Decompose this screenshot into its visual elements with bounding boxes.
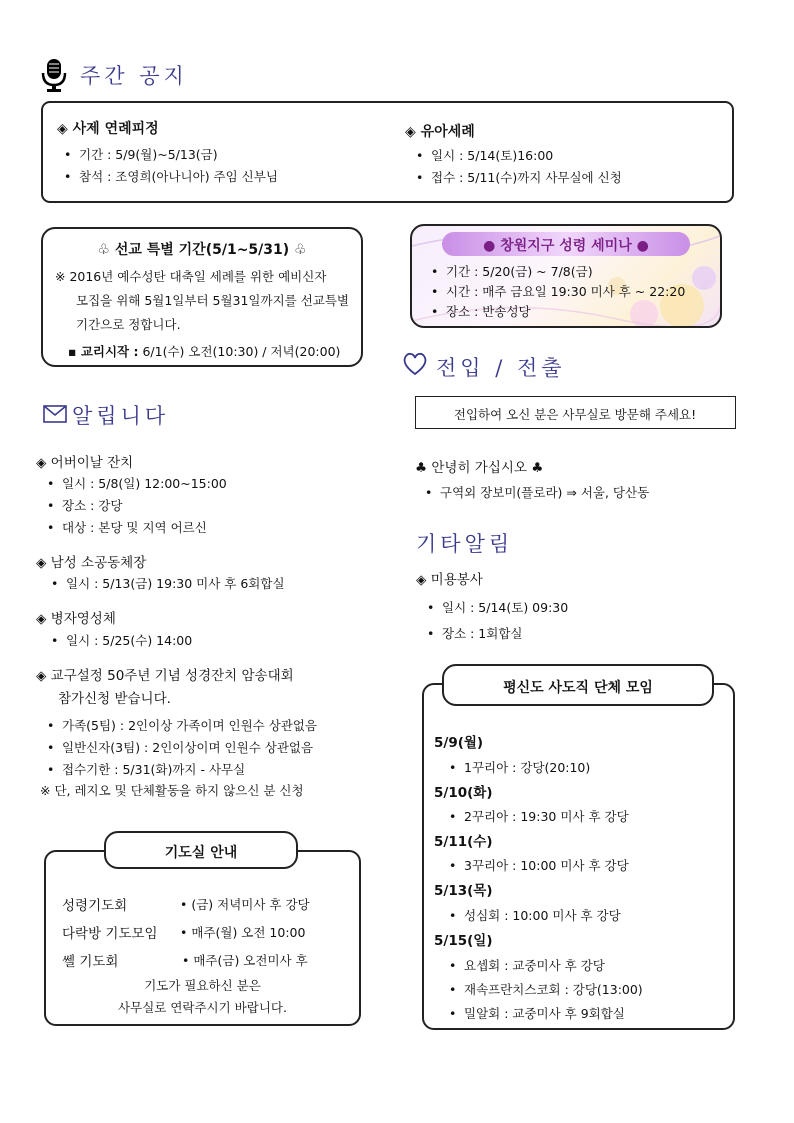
- beauty-list: [442, 595, 568, 647]
- group-list-2: [464, 806, 629, 828]
- mission-body-3: 기간으로 정합니다.: [76, 317, 181, 332]
- list-item: • 일시 : 5/25(수) 14:00: [66, 630, 192, 652]
- list-item: • 시간 : 매주 금요일 19:30 미사 후 ~ 22:20: [446, 282, 685, 302]
- announce-title: 알립니다: [72, 404, 170, 428]
- groups-box: [422, 683, 735, 1030]
- group-date-5: 5/15(일): [434, 933, 493, 949]
- list-item: • 2꾸리아 : 19:30 미사 후 강당: [464, 806, 629, 828]
- group-date-4: 5/13(목): [434, 883, 493, 899]
- list-item: • 접수 : 5/11(수)까지 사무실에 신청: [431, 167, 622, 189]
- list-item: • 일시 : 5/8(일) 12:00~15:00: [62, 473, 227, 495]
- list-item: • 일반신자(3팀) : 2인이상이며 인원수 상관없음: [62, 737, 317, 759]
- list-item: • 요셉회 : 교중미사 후 강당: [464, 954, 643, 978]
- seminar-title: ● 창원지구 성령 세미나 ●: [483, 238, 649, 254]
- list-item: • 기간 : 5/20(금) ~ 7/8(금): [446, 262, 685, 282]
- contest-header-2: 참가신청 받습니다.: [58, 691, 171, 707]
- parents-day-list: [62, 473, 227, 539]
- envelope-icon: [43, 405, 67, 427]
- prayer-info-1: • (금) 저녁미사 후 강당: [180, 897, 310, 912]
- farewell-header: ♣ 안녕히 가십시오 ♣: [415, 460, 544, 476]
- group-list-3: [464, 855, 629, 877]
- contest-note: ※ 단, 레지오 및 단체활동을 하지 않으신 분 신청: [40, 783, 304, 798]
- mission-title: ♧ 선교 특별 기간(5/1~5/31) ♧: [97, 242, 307, 258]
- prayer-box: [44, 850, 361, 1026]
- transfer-notice-box: [415, 396, 736, 429]
- men-community-list: [66, 573, 285, 595]
- mission-class-label: ▪ 교리시작 :: [68, 344, 139, 359]
- weekly-left-header: ◈ 사제 연례피정: [57, 121, 159, 137]
- transfer-notice: 전입하여 오신 분은 사무실로 방문해 주세요!: [453, 407, 697, 422]
- list-item: • 장소 : 강당: [62, 495, 227, 517]
- list-item: • 성심회 : 10:00 미사 후 강당: [464, 905, 621, 927]
- list-item: • 일시 : 5/13(금) 19:30 미사 후 6회합실: [66, 573, 285, 595]
- list-item: • 장소 : 1회합실: [442, 621, 568, 647]
- prayer-footer-1: 기도가 필요하신 분은: [144, 978, 261, 993]
- contest-list: [62, 715, 317, 781]
- prayer-name-3: 쎌 기도회: [62, 954, 119, 970]
- list-item: • 1꾸리아 : 강당(20:10): [464, 757, 590, 779]
- men-community-header: ◈ 남성 소공동체장: [36, 555, 147, 571]
- group-list-4: [464, 905, 621, 927]
- group-list-5: [464, 954, 643, 1026]
- list-item: • 일시 : 5/14(토) 09:30: [442, 595, 568, 621]
- group-date-2: 5/10(화): [434, 785, 493, 801]
- list-item: • 장소 : 반송성당: [446, 302, 685, 322]
- microphone-icon: [40, 58, 68, 92]
- prayer-name-2: 다락방 기도모임: [62, 926, 158, 942]
- list-item: • 가족(5팀) : 2인이상 가족이며 인원수 상관없음: [62, 715, 317, 737]
- prayer-footer-2: 사무실로 연락주시기 바랍니다.: [118, 1000, 287, 1015]
- list-item: • 밀알회 : 교중미사 후 9회합실: [464, 1002, 643, 1026]
- mission-class: [68, 342, 340, 360]
- list-item: • 기간 : 5/9(월)~5/13(금): [79, 144, 278, 166]
- mission-box: [41, 227, 363, 367]
- mission-body-1: ※ 2016년 예수성탄 대축일 세례를 위한 예비신자: [55, 269, 327, 284]
- weekly-right-header: ◈ 유아세례: [405, 124, 475, 140]
- beauty-header: ◈ 미용봉사: [416, 572, 483, 588]
- list-item: • 참석 : 조영희(아나니아) 주임 신부님: [79, 166, 278, 188]
- list-item: • 구역외 장보미(플로라) ⇒ 서울, 당산동: [440, 483, 649, 503]
- group-list-1: [464, 757, 590, 779]
- farewell-list: [440, 483, 649, 503]
- list-item: • 3꾸리아 : 10:00 미사 후 강당: [464, 855, 629, 877]
- mission-body-2: 모집을 위해 5월1일부터 5월31일까지를 선교특별: [76, 293, 350, 308]
- list-item: • 일시 : 5/14(토)16:00: [431, 145, 622, 167]
- prayer-tab: [104, 831, 298, 869]
- prayer-name-1: 성령기도회: [62, 898, 128, 914]
- seminar-box: [410, 224, 722, 328]
- prayer-tab-label: 기도실 안내: [164, 845, 238, 861]
- sick-communion-header: ◈ 병자영성체: [36, 611, 116, 627]
- contest-header-1: ◈ 교구설정 50주년 기념 성경잔치 암송대회: [36, 668, 294, 684]
- heart-icon: [402, 352, 428, 380]
- weekly-right-list: [431, 145, 622, 189]
- group-date-3: 5/11(수): [434, 834, 493, 850]
- list-item: • 대상 : 본당 및 지역 어르신: [62, 517, 227, 539]
- transfer-title: 전입 / 전출: [436, 356, 566, 380]
- groups-tab: [442, 664, 714, 706]
- prayer-info-3: • 매주(금) 오전미사 후: [182, 953, 308, 968]
- groups-tab-label: 평신도 사도직 단체 모임: [503, 680, 653, 696]
- weekly-box: [41, 101, 734, 203]
- weekly-left-list: [79, 144, 278, 188]
- seminar-list: [446, 262, 685, 322]
- weekly-title: 주간 공지: [80, 64, 188, 88]
- mission-class-value: 6/1(수) 오전(10:30) / 저녁(20:00): [142, 344, 341, 359]
- parents-day-header: ◈ 어버이날 잔치: [36, 455, 134, 471]
- prayer-info-2: • 매주(월) 오전 10:00: [180, 925, 306, 940]
- sick-communion-list: [66, 630, 192, 652]
- list-item: • 재속프란치스코회 : 강당(13:00): [464, 978, 643, 1002]
- group-date-1: 5/9(월): [434, 735, 484, 751]
- other-title: 기타알림: [416, 532, 514, 556]
- list-item: • 접수기한 : 5/31(화)까지 - 사무실: [62, 759, 317, 781]
